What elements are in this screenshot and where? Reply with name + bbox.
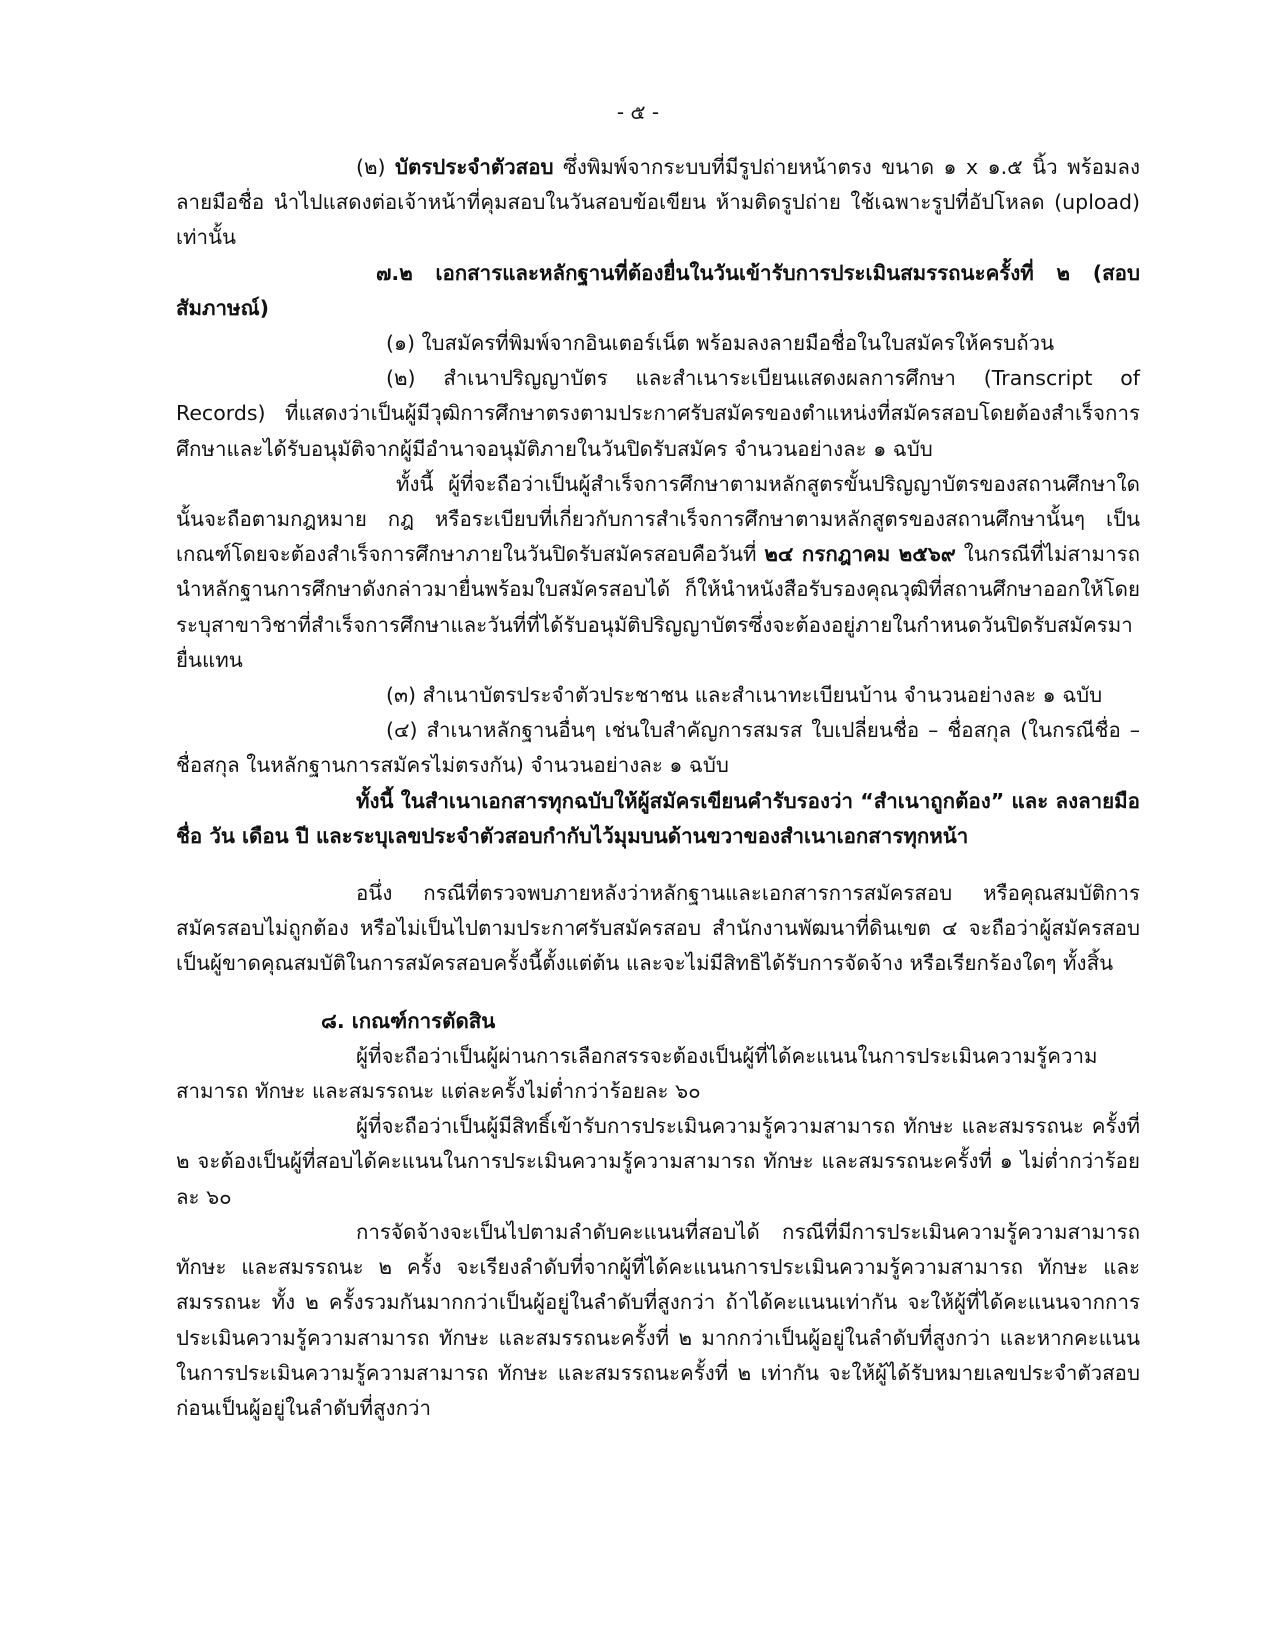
section-8-heading: ๘. เกณฑ์การตัดสิน [321,1008,496,1033]
certify-copy-note: ทั้งนี้ ในสำเนาเอกสารทุกฉบับให้ผู้สมัครเขียนคำรับรองว่า “สำเนาถูกต้อง” และ ลงลายมือชื่อ วัน เดือน ปี และระบุเลขประจำตัวสอบกำกับไว้มุมบนด้านขวาของสำเนาเอกสารทุกหน้า [176,788,1140,848]
page-number: - ๕ - [616,100,660,124]
document-body [176,150,1140,1426]
section-7-2-heading: ๗.๒ เอกสารและหลักฐานที่ต้องยื่นในวันเข้ารับการประเมินสมรรถนะครั้งที่ ๒ (สอบสัมภาษณ์) [176,260,1140,320]
criteria-paragraph-2: ผู้ที่จะถือว่าเป็นผู้มีสิทธิ์เข้ารับการประเมินความรู้ความสามารถ ทักษะ และสมรรถนะ ครั้งที่ ๒ จะต้องเป็นผู้ที่สอบได้คะแนนในการประเมินความรู้ความสามารถ ทักษะ และสมรรถนะครั้งที่ ๑ ไม่ต่ำกว่าร้อยละ ๖๐ [176,1114,1140,1209]
item-number: (๒) [356,155,395,179]
exam-card-paragraph [176,150,1140,256]
graduation-note-text-a: ทั้งนี้ ผู้ที่จะถือว่าเป็นผู้สำเร็จการศึกษาตามหลักสูตรขั้นปริญญาบัตรของสถานศึกษาใดนั้นจะถือตามกฎหมาย กฎ หรือระเบียบที่เกี่ยวกับการสำเร็จการศึกษาตามหลักสูตรของสถานศึกษานั้นๆ เป็นเกณฑ์โดยจะต้องสำเร็จการศึกษาภายในวันปิดรับสมัครสอบคือวันที่ [176,471,1140,567]
list-item-1: (๑) ใบสมัครที่พิมพ์จากอินเตอร์เน็ต พร้อมลงลายมือชื่อในใบสมัครให้ครบถ้วน [386,331,1055,356]
disqualification-remark: อนึ่ง กรณีที่ตรวจพบภายหลังว่าหลักฐานและเอกสารการสมัครสอบ หรือคุณสมบัติการสมัครสอบไม่ถูกต้อง หรือไม่เป็นไปตามประกาศรับสมัครสอบ สำนักงานพัฒนาที่ดินเขต ๔ จะถือว่าผู้สมัครสอบเป็นผู้ขาดคุณสมบัติในการสมัครสอบครั้งนี้ตั้งแต่ต้น และจะไม่มีสิทธิได้รับการจัดจ้าง หรือเรียกร้องใดๆ ทั้งสิ้น [176,881,1140,976]
graduation-note [176,467,1140,678]
list-item-3: (๓) สำเนาบัตรประจำตัวประชาชน และสำเนาทะเบียนบ้าน จำนวนอย่างละ ๑ ฉบับ [386,683,1103,708]
list-item-4: (๔) สำเนาหลักฐานอื่นๆ เช่นใบสำคัญการสมรส ใบเปลี่ยนชื่อ – ชื่อสกุล (ในกรณีชื่อ – ชื่อสกุล ในหลักฐานการสมัครไม่ตรงกัน) จำนวนอย่างละ ๑ ฉบับ [176,718,1140,778]
criteria-paragraph-1: ผู้ที่จะถือว่าเป็นผู้ผ่านการเลือกสรรจะต้องเป็นผู้ที่ได้คะแนนในการประเมินความรู้ความสามารถ ทักษะ และสมรรถนะ แต่ละครั้งไม่ต่ำกว่าร้อยละ ๖๐ [176,1043,1098,1104]
exam-card-term: บัตรประจำตัวสอบ [394,155,554,179]
criteria-paragraph-3: การจัดจ้างจะเป็นไปตามลำดับคะแนนที่สอบได้ กรณีที่มีการประเมินความรู้ความสามารถ ทักษะ และสมรรถนะ ๒ ครั้ง จะเรียงลำดับที่จากผู้ที่ได้คะแนนการประเมินความรู้ความสามารถ ทักษะ และสมรรถนะ ทั้ง ๒ ครั้งรวมกันมากกว่าเป็นผู้อยู่ในลำดับที่สูงกว่า ถ้าได้คะแนนเท่ากัน จะให้ผู้ที่ได้คะแนนจากการประเมินความรู้ความสามารถ ทักษะ และสมรรถนะครั้งที่ ๒ มากกว่าเป็นผู้อยู่ในลำดับที่สูงกว่า และหากคะแนนในการประเมินความรู้ความสามารถ ทักษะ และสมรรถนะครั้งที่ ๒ เท่ากัน จะให้ผู้ได้รับหมายเลขประจำตัวสอบก่อนเป็นผู้อยู่ในลำดับที่สูงกว่า [176,1219,1140,1420]
list-item-2: (๒) สำเนาปริญญาบัตร และสำเนาระเบียนแสดงผลการศึกษา (Transcript of Records) ที่แสดงว่าเป็นผู้มีวุฒิการศึกษาตรงตามประกาศรับสมัครของตำแหน่งที่สมัครสอบโดยต้องสำเร็จการศึกษาและได้รับอนุมัติจากผู้มีอำนาจอนุมัติภายในวันปิดรับสมัคร จำนวนอย่างละ ๑ ฉบับ [176,366,1140,461]
closing-date: ๒๔ กรกฎาคม ๒๕๖๙ [764,542,956,567]
exam-card-text: ซึ่งพิมพ์จากระบบที่มีรูปถ่ายหน้าตรง ขนาด ๑ x ๑.๕ นิ้ว พร้อมลงลายมือชื่อ นำไปแสดงต่อเจ้าหน้าที่คุมสอบในวันสอบข้อเขียน ห้ามติดรูปถ่าย ใช้เฉพาะรูปที่อัปโหลด (upload) เท่านั้น [176,155,1140,250]
graduation-note-text-b: ในกรณีที่ไม่สามารถนำหลักฐานการศึกษาดังกล่าวมายื่นพร้อมใบสมัครสอบได้ ก็ให้นำหนังสือรับรองคุณวุฒิที่สถานศึกษาออกให้โดยระบุสาขาวิชาที่สำเร็จการศึกษาและวันที่ที่ได้รับอนุมัติปริญญาบัตรซึ่งจะต้องอยู่ภายในกำหนดวันปิดรับสมัครมายื่นแทน [176,542,1140,672]
